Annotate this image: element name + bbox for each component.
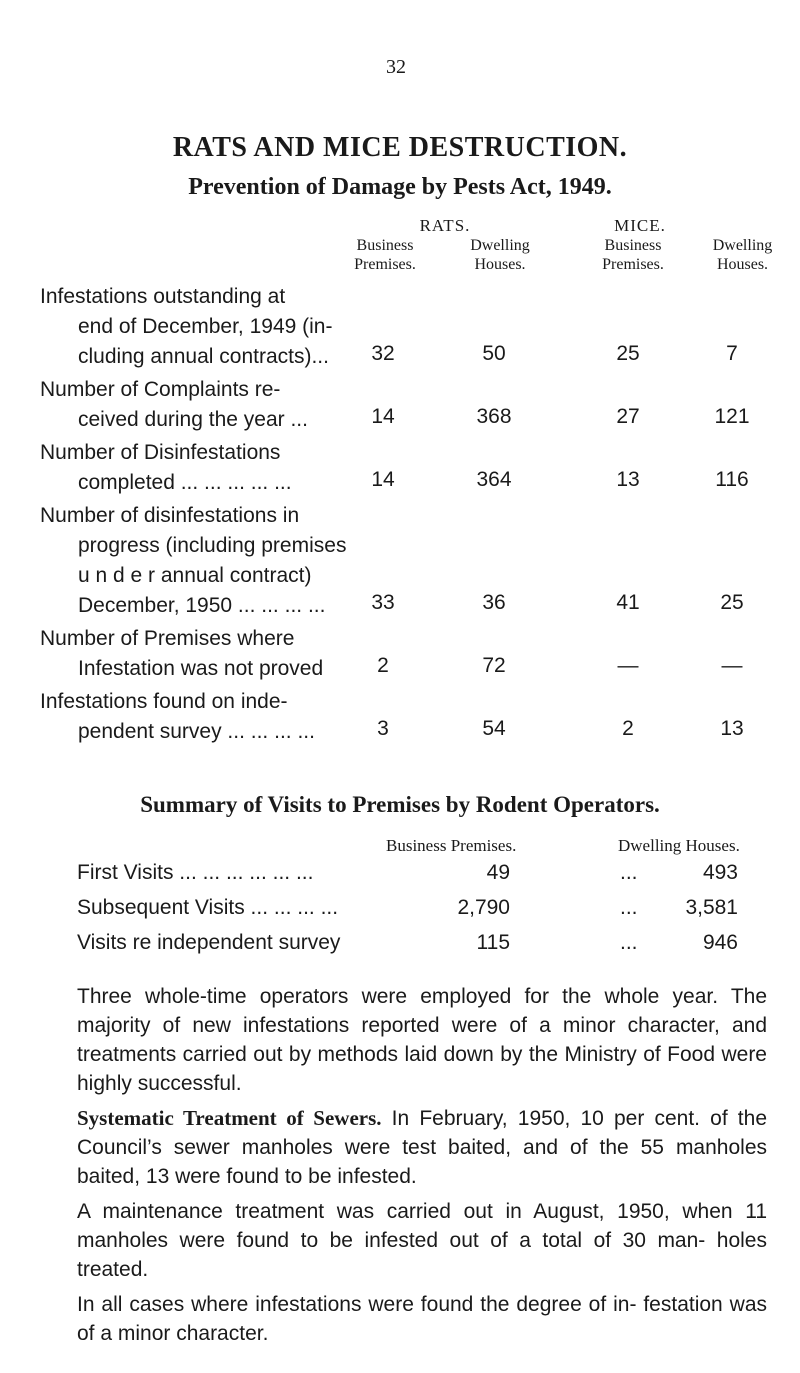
column-header-line: Premises. (602, 256, 664, 273)
summary-header-business: Business Premises. (386, 836, 517, 855)
table-cell: 13 (616, 468, 640, 491)
row-label-line: pendent survey ... ... ... ... (78, 720, 315, 743)
summary-title: Summary of Visits to Premises by Rodent Operators. (140, 792, 660, 817)
row-label-line: Number of disinfestations in (40, 504, 300, 527)
table-cell: 50 (482, 342, 506, 365)
column-header-line: Houses. (716, 256, 769, 273)
summary-separator: ... (620, 896, 638, 919)
table-cell: — (721, 654, 743, 677)
table-cell: 368 (476, 405, 512, 428)
row-label-line: Infestations found on inde- (40, 690, 288, 713)
paragraph-sewers (77, 1104, 767, 1191)
table-cell: 25 (720, 591, 744, 614)
column-header-line: Premises. (354, 256, 416, 273)
table-row-label (40, 282, 332, 372)
column-header-line: Houses. (474, 256, 526, 273)
page-title: RATS AND MICE DESTRUCTION. (172, 132, 628, 163)
summary-dwelling-value: 493 (702, 861, 738, 884)
rats-group-header: RATS. (419, 216, 471, 235)
page-number: 32 (386, 56, 406, 78)
paragraph-maintenance: A maintenance treatment was carried out in August, 1950, when 11 manholes were found to be infested out of a total of 30 man- holes treated. (77, 1200, 767, 1281)
table-cell: 54 (482, 717, 506, 740)
table-cell: 36 (482, 591, 506, 614)
table-cell: 25 (616, 342, 640, 365)
row-label-line: ceived during the year ... (78, 408, 308, 431)
table-cell: 2 (622, 717, 634, 740)
table-cell: 14 (371, 468, 395, 491)
row-label-line: Number of Complaints re- (40, 378, 281, 401)
table-cell: 32 (371, 342, 395, 365)
row-label-line: Number of Premises where (40, 627, 295, 650)
summary-separator: ... (620, 861, 638, 884)
column-header-rats-business (330, 236, 440, 274)
column-header-line: Business (356, 237, 414, 254)
row-label-line: December, 1950 ... ... ... ... (78, 594, 326, 617)
table-row-label (40, 501, 346, 621)
table-cell: — (617, 654, 639, 677)
summary-row-label: Subsequent Visits ... ... ... ... (77, 896, 339, 919)
table-cell: 41 (616, 591, 640, 614)
summary-business-value: 2,790 (457, 896, 510, 919)
table-cell: 72 (482, 654, 506, 677)
table-row-label (40, 438, 292, 498)
row-label-line: Number of Disinfestations (40, 441, 281, 464)
summary-dwelling-value: 3,581 (685, 896, 738, 919)
table-cell: 121 (714, 405, 750, 428)
summary-header-dwelling: Dwelling Houses. (618, 836, 740, 855)
table-cell: 364 (476, 468, 512, 491)
summary-business-value: 49 (486, 861, 510, 884)
summary-dwelling-value: 946 (702, 931, 738, 954)
column-header-mice-dwelling (685, 236, 800, 274)
row-label-line: cluding annual contracts)... (78, 345, 329, 368)
table-cell: 13 (720, 717, 744, 740)
table-cell: 27 (616, 405, 640, 428)
paragraph-operators: Three whole-time operators were employed for the whole year. The majority of new infestations reported were of a minor character, and treatments carried out by methods laid down by the Ministry of Food were highly successful. (77, 985, 767, 1095)
row-label-line: Infestations outstanding at (40, 285, 286, 308)
row-label-line: Infestation was not proved (78, 657, 324, 680)
column-header-line: Business (604, 237, 662, 254)
summary-row-label: Visits re independent survey (77, 931, 341, 954)
paragraph-conclusion: In all cases where infestations were found the degree of in- festation was of a minor character. (77, 1293, 767, 1345)
column-header-line: Dwelling (470, 237, 530, 254)
summary-business-value: 115 (476, 931, 510, 954)
table-row-label (40, 375, 308, 435)
row-label-line: progress (including premises (78, 534, 347, 557)
paragraph-heading: Systematic Treatment of Sewers. (77, 1106, 382, 1130)
summary-separator: ... (620, 931, 638, 954)
row-label-line: end of December, 1949 (in- (78, 315, 333, 338)
row-label-line: completed ... ... ... ... ... (78, 471, 292, 494)
table-cell: 3 (377, 717, 389, 740)
table-cell: 7 (726, 342, 738, 365)
column-header-line: Dwelling (712, 237, 773, 254)
paragraph-text: In February, 1950, 10 per cent. of the Council’s sewer manholes were test baited, and of the 55 manholes baited, 13 were found to be infested. (77, 1107, 767, 1188)
table-row-label (40, 687, 315, 747)
table-cell: 2 (377, 654, 389, 677)
column-header-rats-dwelling (445, 236, 555, 274)
page-subtitle: Prevention of Damage by Pests Act, 1949. (188, 174, 612, 200)
table-cell: 33 (371, 591, 395, 614)
summary-row-label: First Visits ... ... ... ... ... ... (77, 861, 314, 884)
table-row-label (40, 624, 323, 684)
table-cell: 116 (715, 468, 749, 491)
table-cell: 14 (371, 405, 395, 428)
column-header-mice-business (578, 236, 688, 274)
mice-group-header: MICE. (614, 216, 666, 235)
row-label-line: u n d e r annual contract) (78, 564, 312, 587)
